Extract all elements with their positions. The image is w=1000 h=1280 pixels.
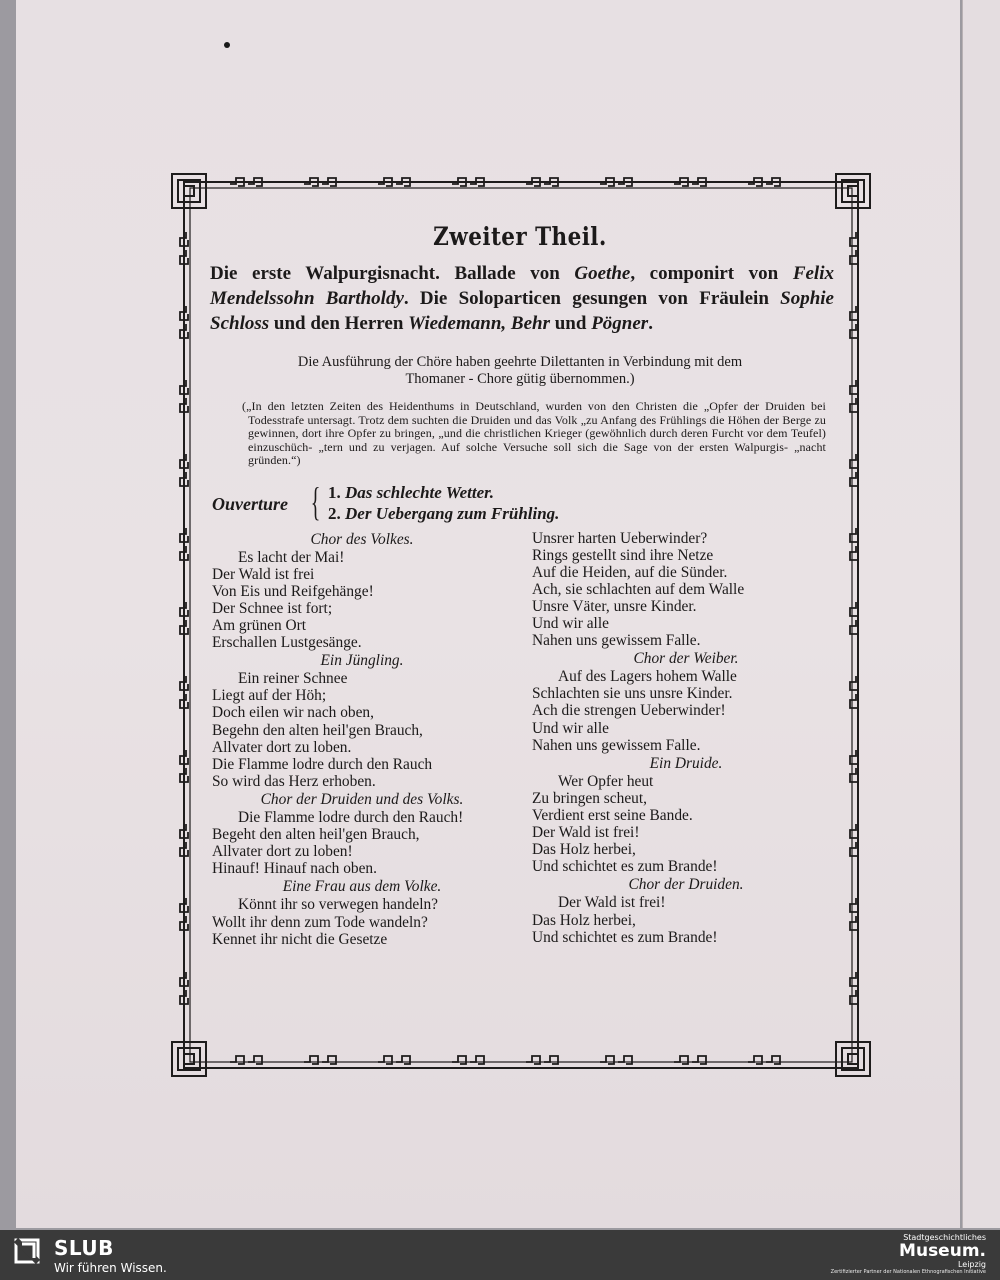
lead-singer-last: Pögner <box>591 313 649 334</box>
verse-line: Liegt auf der Höh; <box>212 687 327 705</box>
verse-line: Und wir alle <box>532 719 609 737</box>
lead-text-5: und <box>549 313 592 334</box>
verse-line: Unsre Väter, unsre Kinder. <box>532 597 697 615</box>
verse-line: Die Flamme lodre durch den Rauch <box>212 755 433 773</box>
overture-item-text: Das schlechte Wetter. <box>345 482 495 502</box>
historical-quote: („In den letzten Zeiten des Heidenthums in Deutschland, wurden von den Christen die „Opfer der Druiden bei Todesstrafe untersagt. Trotz dem suchten die Druiden und das Volk „zu Anfang des Frühlings die Höhen der Berge zu gewinnen, dort ihre Opfer zu bringen, „und die christlichen Krieger (gewöhnlich durch deren Furcht vor dem Teufel) einzuschüch- „tern und zu verjagen. Auf solche Versuche soll sich die Sage von der ersten Walpurgis- „nacht gründen.“) <box>242 399 826 467</box>
speaker-role: Ein Jüngling. <box>320 652 404 670</box>
verse-line: Der Wald ist frei! <box>558 894 666 912</box>
verse-line: Ach die strengen Ueberwinder! <box>532 702 726 720</box>
lead-author: Goethe <box>574 263 631 284</box>
verse-line: Schlachten sie uns unsre Kinder. <box>532 685 733 703</box>
speaker-role: Eine Frau aus dem Volke. <box>282 878 442 896</box>
verse-line: Allvater dort zu loben! <box>212 843 353 861</box>
ink-dot <box>224 42 230 48</box>
verse-line: Es lacht der Mai! <box>238 548 345 566</box>
lead-paragraph <box>200 261 840 336</box>
lead-text-6: . <box>648 313 653 334</box>
verse-line: Begehn den alten heil'gen Brauch, <box>212 721 423 739</box>
verse-line: Rings gestellt sind ihre Netze <box>532 546 714 564</box>
verse-line: Wollt ihr denn zum Tode wandeln? <box>212 913 428 931</box>
verse-line: Zu bringen scheut, <box>532 789 647 807</box>
verse-line: Begeht den alten heil'gen Brauch, <box>212 826 420 844</box>
museum-top-text: Stadtgeschichtliches <box>903 1233 986 1242</box>
verse-line: Am grünen Ort <box>212 616 307 634</box>
verse-line: Der Wald ist frei <box>212 565 315 583</box>
verse-line: Und wir alle <box>532 614 609 632</box>
slub-tagline: Wir führen Wissen. <box>54 1261 167 1275</box>
verse-line: Von Eis und Reifgehänge! <box>212 582 374 600</box>
verse-line: Und schichtet es zum Brande! <box>532 928 718 946</box>
verse-line: Allvater dort zu loben. <box>212 738 352 756</box>
verse-line: Unsrer harten Ueberwinder? <box>532 529 708 547</box>
lead-text-3: . Die Soloparticen gesungen von Fräulein <box>403 288 781 309</box>
overture-brace: { <box>310 478 321 524</box>
performance-note <box>200 354 840 388</box>
speaker-role: Chor des Volkes. <box>310 530 414 548</box>
verse-line: Auf des Lagers hohem Walle <box>558 668 737 686</box>
lead-singers: Wiedemann, Behr <box>408 313 550 334</box>
slub-logo-icon <box>14 1238 40 1264</box>
lead-soloist: Sophie Schloss <box>210 288 834 334</box>
verse-line: Könnt ihr so verwegen handeln? <box>238 896 439 914</box>
speaker-role: Chor der Druiden. <box>628 876 744 894</box>
program-text <box>200 212 840 970</box>
lead-text-1: Die erste Walpurgisnacht. Ballade von <box>210 263 575 284</box>
verse-line: Das Holz herbei, <box>532 841 636 859</box>
verse-line: Doch eilen wir nach oben, <box>212 704 374 722</box>
libretto-columns <box>200 530 840 970</box>
paper-edge <box>962 0 1000 1228</box>
overture-item <box>328 503 559 524</box>
verse-line: Die Flamme lodre durch den Rauch! <box>238 809 464 826</box>
verse-line: Nahen uns gewissem Falle. <box>532 736 701 754</box>
verse-line: Nahen uns gewissem Falle. <box>532 632 701 650</box>
viewer-footer <box>0 1230 1000 1280</box>
museum-city: Leipzig <box>957 1260 986 1269</box>
verse-line: Verdient erst seine Bande. <box>532 807 693 824</box>
verse-line: Wer Opfer heut <box>558 772 654 790</box>
verse-line: Der Schnee ist fort; <box>212 599 333 617</box>
verse-line: Auf die Heiden, auf die Sünder. <box>532 563 728 581</box>
verse-line: Ach, sie schlachten auf dem Walle <box>532 580 745 598</box>
verse-line: Erschallen Lustgesänge. <box>212 634 362 652</box>
performance-note-line-2: Thomaner - Chore gütig übernommen.) <box>405 371 635 387</box>
libretto-left-column <box>212 530 512 948</box>
overture-item <box>328 482 559 503</box>
verse-line: Kennet ihr nicht die Gesetze <box>212 930 388 948</box>
slub-brand[interactable]: SLUB <box>54 1236 114 1260</box>
verse-line: Das Holz herbei, <box>532 911 636 929</box>
lead-composer: Felix Mendelssohn Bartholdy <box>210 263 834 309</box>
verse-line: Der Wald ist frei! <box>532 824 640 842</box>
overture-label: Ouverture <box>212 493 288 514</box>
speaker-role: Chor der Weiber. <box>633 650 739 668</box>
museum-logo[interactable] <box>831 1233 986 1275</box>
speaker-role: Chor der Druiden und des Volks. <box>260 790 464 808</box>
museum-note: Zertifizierter Partner der Nationalen Ethnografischen Initiative <box>830 1269 986 1275</box>
lead-text-2: , componirt von <box>630 263 793 284</box>
verse-line: Ein reiner Schnee <box>238 670 348 688</box>
overture-items <box>328 482 559 524</box>
verse-line: So wird das Herz erhoben. <box>212 772 376 790</box>
page-title: Zweiter Theil. <box>433 222 607 251</box>
performance-note-line-1: Die Ausführung der Chöre haben geehrte Dilettanten in Verbindung mit dem <box>297 354 743 370</box>
overture-block <box>200 478 840 526</box>
speaker-role: Ein Druide. <box>649 754 723 772</box>
libretto-right-column <box>532 530 840 946</box>
museum-name: Museum. <box>899 1241 986 1261</box>
overture-item-number: 2. <box>328 503 341 523</box>
lead-text-4: und den Herren <box>269 313 409 334</box>
verse-line: Und schichtet es zum Brande! <box>532 858 718 876</box>
overture-item-number: 1. <box>328 482 341 502</box>
overture-item-text: Der Uebergang zum Frühling. <box>345 503 560 523</box>
verse-line: Hinauf! Hinauf nach oben. <box>212 860 377 878</box>
